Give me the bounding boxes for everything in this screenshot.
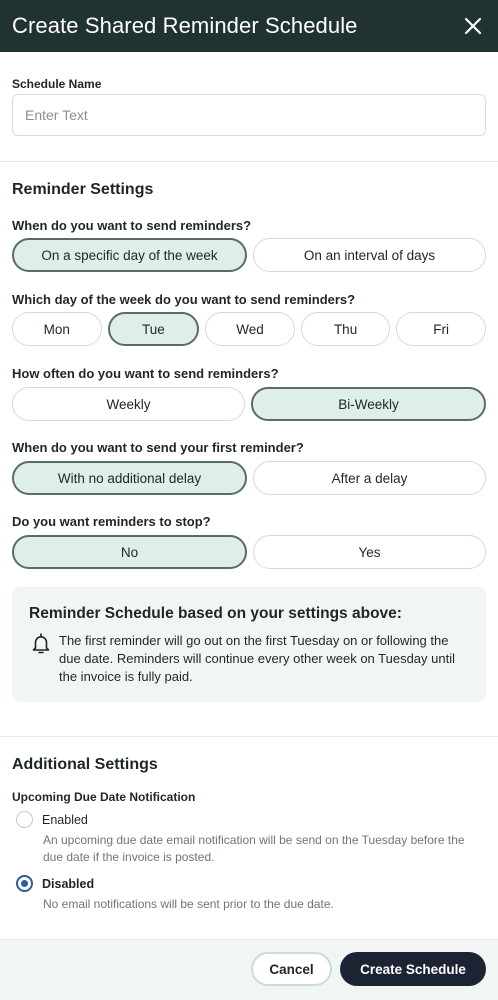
stop-option-yes[interactable]: Yes bbox=[253, 535, 486, 569]
frequency-options bbox=[12, 387, 486, 421]
day-option-thu[interactable]: Thu bbox=[301, 312, 391, 346]
summary-text: The first reminder will go out on the first Tuesday on or following the due date. Reminders will continue every other week on Tuesday until the invoice is fully paid. bbox=[59, 633, 455, 684]
radio-disabled-description: No email notifications will be sent prior to the due date. bbox=[43, 897, 334, 911]
reminder-settings-title: Reminder Settings bbox=[12, 181, 154, 198]
day-option-tue[interactable]: Tue bbox=[108, 312, 200, 346]
first-reminder-options bbox=[12, 461, 486, 495]
radio-enabled[interactable] bbox=[16, 811, 88, 828]
dialog-header bbox=[0, 0, 498, 52]
radio-enabled-label: Enabled bbox=[42, 812, 88, 827]
send-mode-question: When do you want to send reminders? bbox=[12, 218, 252, 233]
close-icon bbox=[464, 17, 482, 35]
due-date-notification-label: Upcoming Due Date Notification bbox=[12, 790, 196, 804]
create-schedule-button[interactable]: Create Schedule bbox=[340, 952, 486, 986]
send-mode-options bbox=[12, 238, 486, 272]
bell-icon bbox=[31, 633, 51, 655]
frequency-option-bi-weekly[interactable]: Bi-Weekly bbox=[251, 387, 486, 421]
section-divider bbox=[0, 161, 498, 162]
cancel-button[interactable]: Cancel bbox=[251, 952, 332, 986]
first-reminder-question: When do you want to send your first reminder? bbox=[12, 440, 304, 455]
first-reminder-option-no-delay[interactable]: With no additional delay bbox=[12, 461, 247, 495]
radio-button-enabled[interactable] bbox=[16, 811, 33, 828]
summary-title: Reminder Schedule based on your settings above: bbox=[29, 605, 402, 622]
radio-enabled-description: An upcoming due date email notification will be send on the Tuesday before the due date if the invoice is posted. bbox=[43, 833, 465, 864]
day-of-week-question: Which day of the week do you want to send reminders? bbox=[12, 292, 356, 307]
stop-options bbox=[12, 535, 486, 569]
schedule-name-label: Schedule Name bbox=[12, 77, 102, 91]
dialog-title: Create Shared Reminder Schedule bbox=[12, 13, 358, 38]
schedule-name-input[interactable] bbox=[12, 94, 486, 136]
schedule-summary bbox=[12, 587, 486, 702]
day-of-week-options bbox=[12, 312, 486, 346]
send-mode-option-specific-day[interactable]: On a specific day of the week bbox=[12, 238, 247, 272]
day-option-mon[interactable]: Mon bbox=[12, 312, 102, 346]
frequency-question: How often do you want to send reminders? bbox=[12, 366, 279, 381]
radio-button-disabled[interactable] bbox=[16, 875, 33, 892]
day-option-wed[interactable]: Wed bbox=[205, 312, 295, 346]
frequency-option-weekly[interactable]: Weekly bbox=[12, 387, 245, 421]
additional-settings-title: Additional Settings bbox=[12, 756, 158, 773]
close-button[interactable] bbox=[460, 13, 486, 39]
send-mode-option-interval[interactable]: On an interval of days bbox=[253, 238, 486, 272]
stop-question: Do you want reminders to stop? bbox=[12, 514, 211, 529]
radio-disabled-label: Disabled bbox=[42, 876, 95, 891]
day-option-fri[interactable]: Fri bbox=[396, 312, 486, 346]
stop-option-no[interactable]: No bbox=[12, 535, 247, 569]
first-reminder-option-after-delay[interactable]: After a delay bbox=[253, 461, 486, 495]
radio-disabled[interactable] bbox=[16, 875, 94, 892]
section-divider bbox=[0, 736, 498, 737]
dialog-footer bbox=[0, 939, 498, 1000]
